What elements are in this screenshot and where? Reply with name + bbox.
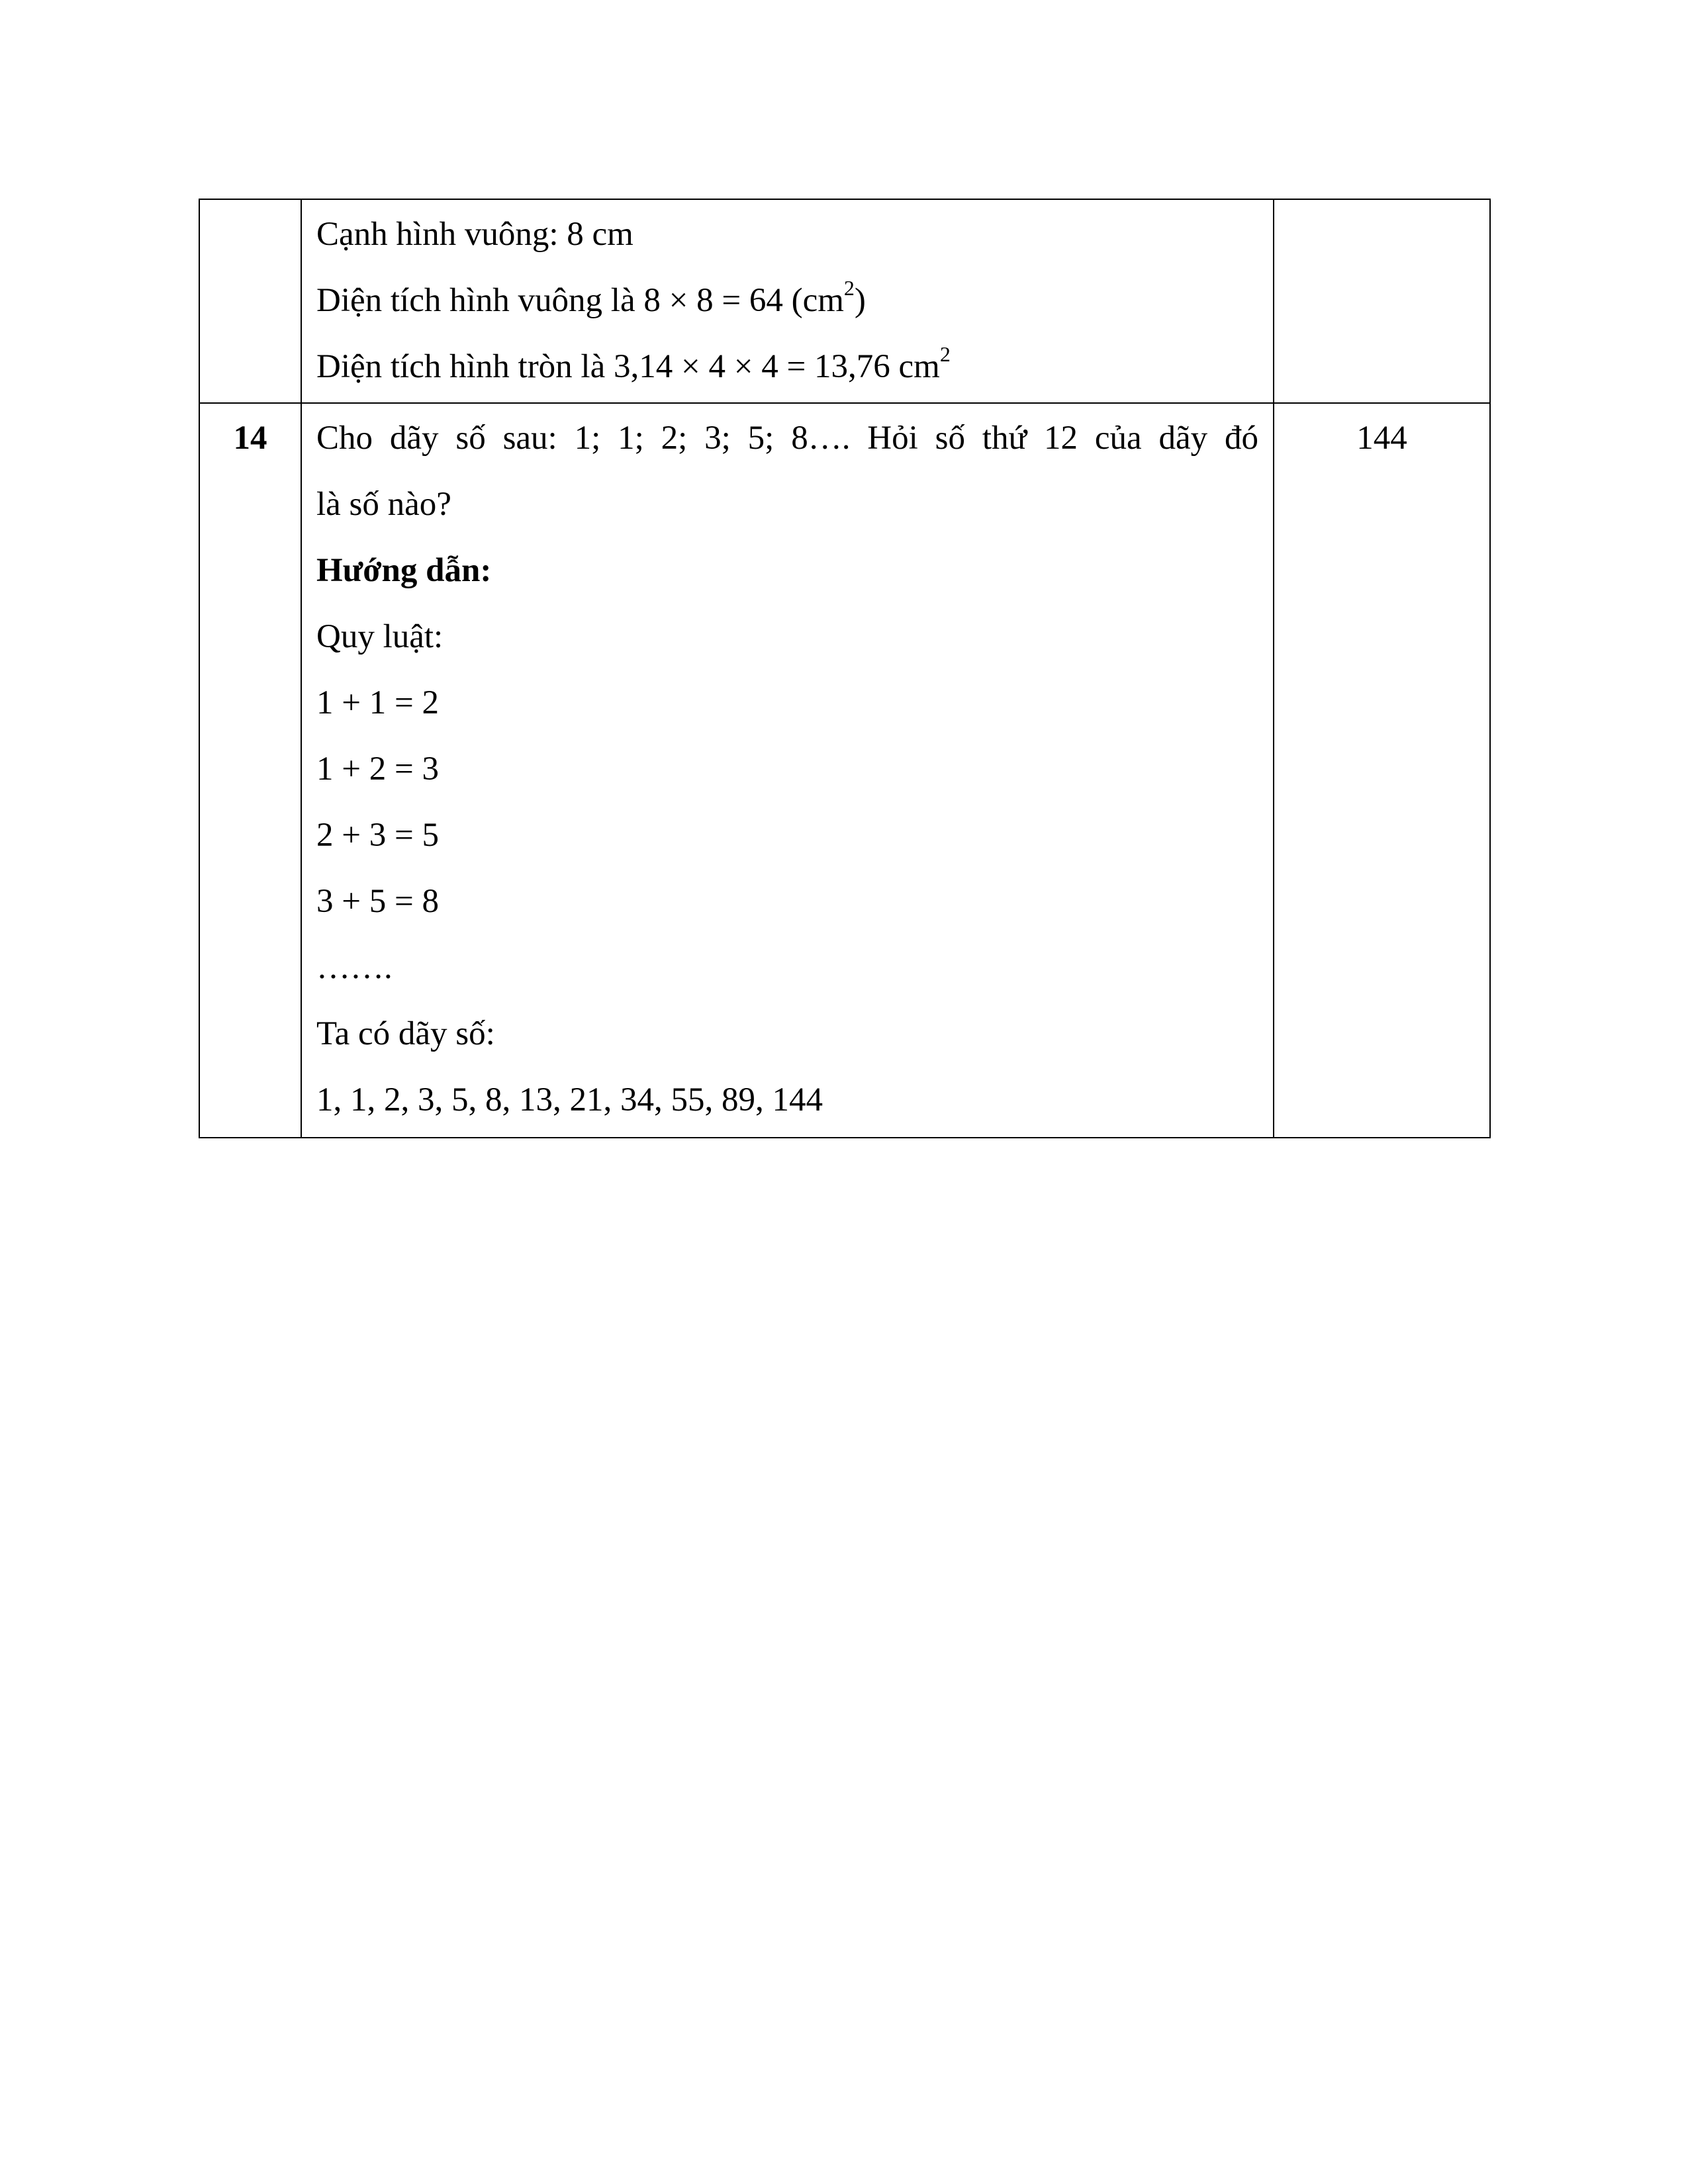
table-row [199, 199, 1490, 403]
question-cell [301, 403, 1274, 1138]
equation-line: 1 + 1 = 2 [316, 684, 440, 721]
rule-label: Quy luật: [316, 618, 444, 655]
ellipsis-line: ……. [316, 949, 393, 986]
equation-line: 3 + 5 = 8 [316, 883, 440, 920]
answer-table [199, 199, 1491, 1138]
sequence-label: Ta có dãy số: [316, 1015, 495, 1052]
solution-line: Cạnh hình vuông: 8 cm [316, 216, 633, 253]
guide-heading: Hướng dẫn: [316, 552, 492, 589]
solution-text: Diện tích hình vuông là 8 × 8 = 64 (cm [316, 282, 844, 319]
solution-line [316, 334, 1258, 400]
equation-line: 1 + 2 = 3 [316, 751, 440, 788]
question-line: Cho dãy số sau: 1; 1; 2; 3; 5; 8…. Hỏi số thứ 12 của dãy đó [316, 420, 1258, 457]
solution-line [316, 267, 1258, 334]
solution-cell [301, 199, 1274, 403]
question-number-cell [199, 199, 301, 403]
solution-text: ) [854, 282, 866, 319]
answer-cell: 144 [1274, 403, 1490, 1138]
solution-text: Diện tích hình tròn là 3,14 × 4 × 4 = 13,76 cm [316, 348, 940, 385]
question-number-cell: 14 [199, 403, 301, 1138]
question-line: là số nào? [316, 486, 451, 523]
table-row [199, 403, 1490, 1138]
answer-cell [1274, 199, 1490, 403]
equation-line: 2 + 3 = 5 [316, 817, 440, 854]
superscript: 2 [939, 342, 951, 366]
superscript: 2 [843, 276, 855, 300]
sequence-line: 1, 1, 2, 3, 5, 8, 13, 21, 34, 55, 89, 144 [316, 1081, 823, 1118]
